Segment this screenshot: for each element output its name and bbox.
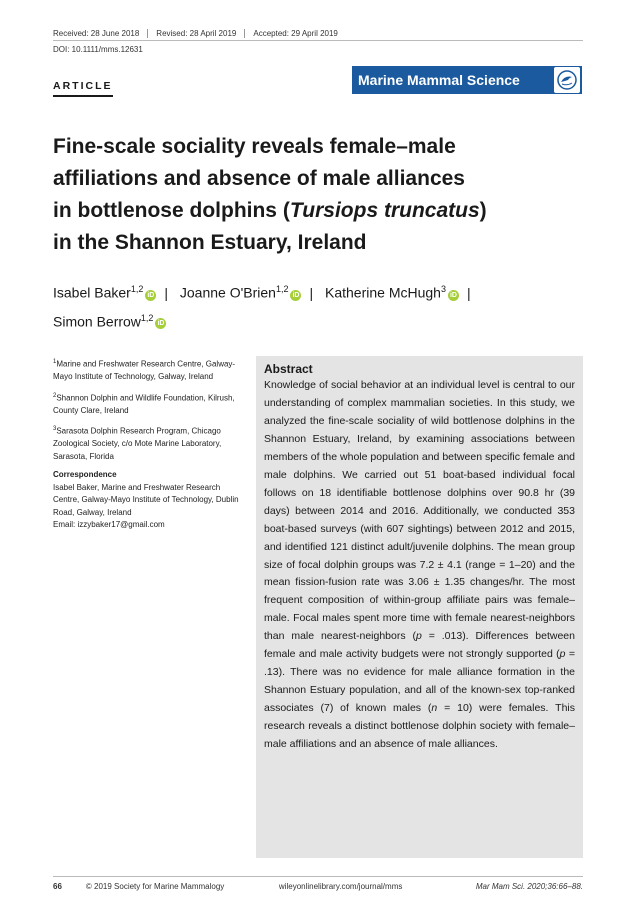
journal-url[interactable]: wileyonlinelibrary.com/journal/mms xyxy=(278,882,403,891)
title-line: in the Shannon Estuary, Ireland xyxy=(53,231,367,254)
copyright: © 2019 Society for Marine Mammalogy xyxy=(85,882,225,891)
orcid-icon[interactable]: iD xyxy=(292,291,300,299)
article-title xyxy=(53,131,533,259)
correspondence-address: Isabel Baker, Marine and Freshwater Research Centre, Galway-Mayo Institute of Technology, Dublin Road, Galway, Ireland xyxy=(53,482,239,517)
title-line: Fine-scale sociality reveals female–male xyxy=(53,135,456,158)
author-name[interactable]: Isabel Baker xyxy=(53,284,131,301)
orcid-icon[interactable]: iD xyxy=(147,291,155,299)
correspondence-heading: Correspondence xyxy=(53,470,117,480)
abstract-box xyxy=(256,356,583,858)
orcid-icon[interactable]: iD xyxy=(449,291,457,299)
journal-banner[interactable] xyxy=(352,66,582,94)
orcid-icon[interactable]: iD xyxy=(157,320,165,328)
author-name[interactable]: Simon Berrow xyxy=(53,313,141,330)
author-name[interactable]: Joanne O'Brien xyxy=(179,284,276,301)
abstract-text: Knowledge of social behavior at an individual level is central to our understanding of complex mammalian societies. In this study, we analyzed the fine-scale sociality of wild bottlenose dolphins in the Shannon Estuary, Ireland, by examining associations between members of the whole population and between specific female and male dolphins. We carried out 51 boat-based individual focal follows on 18 identifiable bottlenose dolphins over 90.8 hr (39 days) between 2014 and 2016. Additionally, we conducted 353 boat-based surveys (with 607 sightings) between 2012 and 2015, and identified 121 distinct adult/juvenile dolphins. The mean group size of focal dolphin groups was 7.2 ± 4.1 (range = 1–20) and the mean fission-fusion rate was 3.06 ± 1.35 changes/hr. The most frequent composition of within-group affiliate pairs was female–male. Focal males spent more time with female nearest-neighbors than male nearest-neighbors (p = .013). Differences between female and male activity budgets were not strongly supported (p = .13). There was no evidence for male alliance formation in the Shannon Estuary population, and all of the known-sex top-ranked associates (7) of known males (n = 10) were females. This research reveals a distinct bottlenose dolphin society with female–male affiliations and an absence of male alliances. xyxy=(264,379,575,751)
abstract-heading: Abstract xyxy=(264,362,313,376)
header-divider xyxy=(53,40,583,41)
author-affiliation-marker: 3 xyxy=(440,284,446,294)
author-affiliation-marker: 1,2 xyxy=(140,312,154,323)
author-affiliation-marker: 1,2 xyxy=(275,284,289,294)
author-separator: | xyxy=(309,284,314,301)
page-footer xyxy=(53,882,583,891)
footer-divider xyxy=(53,876,583,877)
affiliation: $^3$Sarasota Dolphin Research Program, Chicago Zoological Society, c/o Mote Marine Laboratory, Sarasota, Florida xyxy=(53,426,222,461)
author-separator: | xyxy=(466,284,471,301)
doi-link[interactable]: DOI: 10.1111/mms.12631 xyxy=(53,45,143,54)
article-type-label: ARTICLE xyxy=(53,80,113,97)
correspondence-email[interactable]: Email: izzybaker17@gmail.com xyxy=(53,520,165,530)
species-name: Tursiops truncatus xyxy=(289,199,480,222)
page-number: 66 xyxy=(53,882,62,891)
author-name[interactable]: Katherine McHugh xyxy=(325,284,441,301)
article-history xyxy=(53,29,346,38)
revised-date: Revised: 28 April 2019 xyxy=(147,29,244,38)
author-separator: | xyxy=(164,284,168,301)
affiliations-column xyxy=(53,356,243,532)
dolphin-globe-icon xyxy=(554,67,580,93)
title-line: affiliations and absence of male alliances xyxy=(53,167,465,190)
title-line: in bottlenose dolphins (Tursiops truncatus) xyxy=(53,199,487,222)
author-affiliation-marker: 1,2 xyxy=(130,284,144,294)
journal-name: Marine Mammal Science xyxy=(358,72,520,88)
citation: Mar Mam Sci. 2020;36:66–88. xyxy=(475,882,583,891)
author-list xyxy=(53,277,573,334)
affiliation: $^1$Marine and Freshwater Research Centre, Galway-Mayo Institute of Technology, Galway, Ireland xyxy=(53,359,236,382)
affiliation: $^2$Shannon Dolphin and Wildlife Foundation, Kilrush, County Clare, Ireland xyxy=(53,392,235,415)
accepted-date: Accepted: 29 April 2019 xyxy=(244,29,346,38)
received-date: Received: 28 June 2018 xyxy=(53,29,140,38)
